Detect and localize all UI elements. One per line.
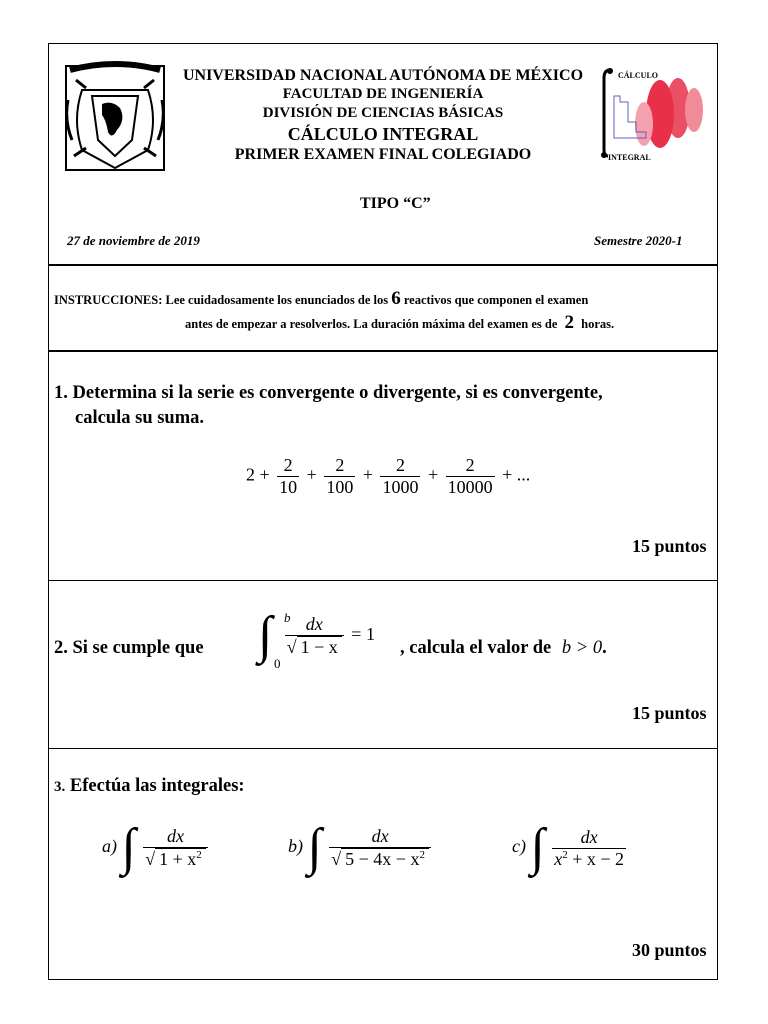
term-numerator: 2: [380, 455, 420, 477]
instructions-text: horas.: [581, 317, 615, 331]
term-denominator: 100: [326, 477, 354, 497]
course-name: CÁLCULO INTEGRAL: [287, 124, 479, 144]
series-expression: [246, 455, 530, 498]
duration-hours: 2: [564, 312, 575, 333]
question-2-text-b: [400, 638, 607, 659]
question-text: Efectúa las integrales:: [69, 776, 245, 796]
divider: [48, 580, 718, 581]
divider: [48, 350, 718, 352]
calculo-integral-logo: [598, 66, 706, 162]
term-denominator: 1000: [382, 477, 419, 497]
term-denominator: 10: [279, 477, 298, 497]
question-text: calcula su suma.: [75, 408, 205, 428]
integral-c: [512, 819, 629, 876]
question-3: [54, 776, 245, 797]
question-number: 2.: [54, 638, 68, 658]
question-text: Si se cumple que: [72, 638, 204, 658]
question-1: [54, 383, 704, 404]
equation-rhs: = 1: [351, 624, 375, 645]
university-name: UNIVERSIDAD NACIONAL AUTÓNOMA DE MÉXICO: [182, 67, 584, 84]
condition: b > 0: [561, 638, 603, 658]
unam-seal-logo: [62, 60, 168, 178]
integrand-numerator: dx: [143, 826, 208, 848]
item-label: b): [288, 836, 303, 857]
integral-a: a) ∫ $\frac{dx}{√ 1 + x^2}$: [102, 822, 211, 874]
divider: [48, 748, 718, 749]
plus-sign: +: [362, 464, 373, 485]
plus-sign: +: [427, 464, 439, 485]
term-numerator: 2: [277, 455, 299, 477]
semester: Semestre 2020-1: [594, 233, 683, 248]
term-numerator: 2: [446, 455, 495, 477]
exponent: 2: [196, 849, 202, 861]
question-number: 3.: [54, 779, 66, 795]
integral-sign: ∫: [530, 819, 545, 876]
integrand-radicand: 1 + x: [159, 849, 197, 869]
integral-sign: ∫: [121, 819, 136, 876]
exponent: 2: [419, 849, 425, 861]
integral-sign: ∫: [258, 607, 273, 664]
exam-date: 27 de noviembre de 2019: [67, 233, 200, 248]
integrand-numerator: dx: [285, 614, 344, 636]
divider: [48, 264, 718, 266]
question-number: 1.: [54, 383, 68, 403]
instructions-label: INSTRUCCIONES:: [54, 293, 163, 307]
term-denominator: 10000: [447, 477, 493, 497]
integral-sign: ∫: [307, 819, 322, 876]
upper-limit: b: [284, 610, 291, 625]
integrand-radicand: 1 − x: [297, 636, 342, 658]
logo-text-integral: INTEGRAL: [608, 153, 651, 162]
points-q1: 15 puntos: [632, 536, 707, 556]
item-label: c): [512, 836, 526, 857]
instructions-text: Lee cuidadosamente los enunciados de los: [165, 293, 389, 307]
exam-name: PRIMER EXAMEN FINAL COLEGIADO: [234, 146, 532, 163]
instructions-text: antes de empezar a resolverlos. La duración máxima del examen es de: [185, 317, 558, 331]
term-numerator: 2: [324, 455, 355, 477]
period: .: [602, 638, 607, 658]
integrand-numerator: dx: [552, 827, 626, 849]
series-lead: 2 +: [246, 464, 270, 485]
item-label: a): [102, 836, 117, 857]
points-q2: 15 puntos: [632, 703, 707, 723]
exam-type: TIPO “C”: [360, 195, 431, 212]
integrand-numerator: dx: [329, 826, 431, 848]
integral-condition: ∫ b 0 $\frac{dx}{√ 1 - x}$ = 1: [258, 607, 375, 671]
integrand-radicand: 5 − 4x − x: [345, 849, 420, 869]
denominator-rest: + x − 2: [572, 848, 625, 869]
logo-text-calculo: CÁLCULO: [618, 71, 659, 80]
integral-b: b) ∫ $\frac{dx}{√ 5 - 4x - x^2}$: [288, 822, 434, 874]
question-text: Determina si la serie es convergente o divergente, si es convergente,: [72, 383, 603, 403]
division-name: DIVISIÓN DE CIENCIAS BÁSICAS: [262, 105, 504, 121]
question-2-text-a: [54, 638, 204, 659]
reactivos-count: 6: [391, 288, 401, 309]
lower-limit: 0: [274, 656, 281, 671]
plus-sign: +: [306, 464, 317, 485]
exponent: 2: [562, 848, 568, 861]
instructions-line2: [185, 312, 614, 334]
faculty-name: FACULTAD DE INGENIERÍA: [282, 86, 484, 102]
instructions-line1: [54, 288, 588, 310]
series-tail: + ...: [502, 464, 531, 485]
question-text: , calcula el valor de: [400, 638, 552, 658]
points-q3: 30 puntos: [632, 940, 707, 960]
instructions-text: reactivos que componen el examen: [403, 293, 589, 307]
denominator-var: x: [554, 848, 563, 869]
